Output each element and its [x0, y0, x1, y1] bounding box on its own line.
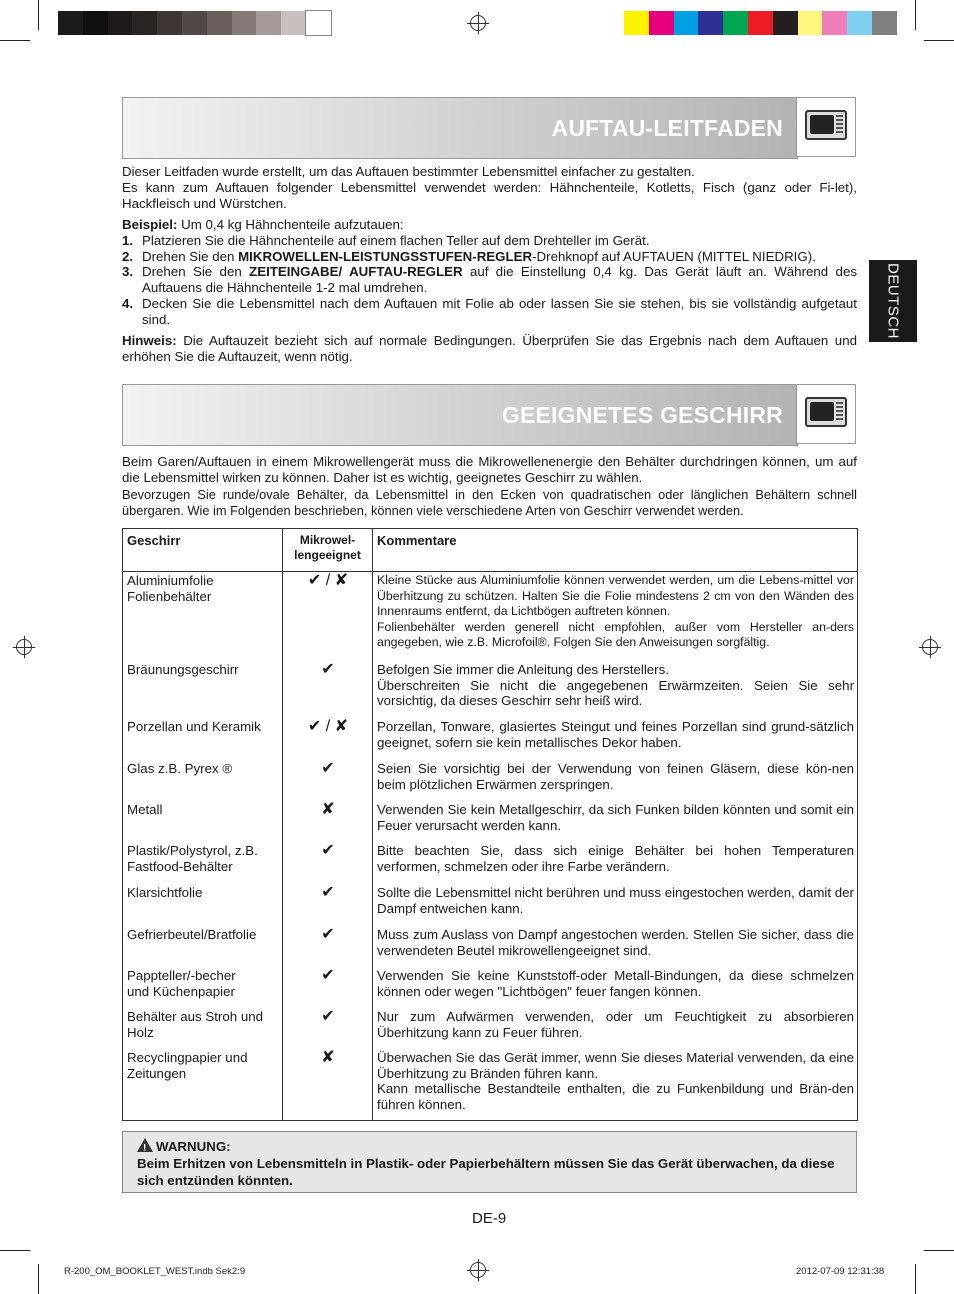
suitability-mark: ✘ — [321, 801, 335, 818]
gray-swatch — [232, 11, 257, 35]
gray-swatch — [306, 11, 331, 35]
suitability-mark: ✔ — [321, 760, 335, 777]
footer-file: R-200_OM_BOOKLET_WEST.indb Sek2:9 — [64, 1266, 246, 1277]
cookware-table — [122, 528, 858, 1121]
cookware-comment: Nur zum Aufwärmen verwenden, oder um Feuchtigkeit zu absorbieren Überhitzung kann zu Feuer führen. — [377, 1009, 854, 1040]
gray-swatch — [182, 11, 207, 35]
suitability-mark: ✔ / ✘ — [307, 572, 349, 589]
cookware-intro: Beim Garen/Auftauen in einem Mikrowellengerät muss die Mikrowellenenergie den Behälter durchdringen können, um auf die Lebensmittel wirken zu können. Daher ist es wichtig, geeignetes Geschirr zu wählen. — [122, 454, 857, 485]
language-tab-label: DEUTSCH — [884, 262, 902, 340]
cookware-comment: Muss zum Auslass von Dampf angestochen werden. Stellen Sie sicher, dass die verwendeten Beutel mikrowellengeeignet sind. — [377, 927, 854, 958]
suitability-mark: ✔ — [321, 661, 335, 678]
crop-mark — [915, 0, 916, 30]
microwave-icon — [796, 97, 856, 157]
cookware-name: Pappteller/-becher und Küchenpapier — [127, 968, 236, 999]
cookware-name: Glas z.B. Pyrex ® — [127, 761, 233, 776]
color-swatch — [798, 11, 823, 35]
warning-icon — [137, 1138, 153, 1152]
section-header-bar — [122, 97, 798, 159]
suitability-mark: ✔ — [321, 926, 335, 943]
cookware-comment: Verwenden Sie kein Metallgeschirr, da sich Funken bilden könnten und somit ein Feuer verursacht werden kann. — [377, 802, 854, 833]
color-swatch — [773, 11, 798, 35]
example-line — [122, 217, 857, 233]
crop-mark — [915, 1264, 916, 1294]
gray-swatch — [83, 11, 108, 35]
suitability-mark: ✔ — [321, 842, 335, 859]
cookware-name: Plastik/Polystyrol, z.B. Fastfood-Behälter — [127, 843, 258, 874]
language-tab — [869, 260, 917, 342]
microwave-icon — [796, 384, 856, 444]
example-label: Beispiel: — [122, 217, 178, 232]
crop-mark — [38, 0, 39, 30]
warning-label: WARNUNG: — [156, 1139, 231, 1154]
cookware-comment: Überwachen Sie das Gerät immer, wenn Sie dieses Material verwenden, da eine Überhitzung zu Bränden führen kann. Kann metallische Bestandteile enthalten, die zu Funkenbildung und Brän-den führen können. — [377, 1050, 854, 1112]
section-title-cookware: GEEIGNETES GESCHIRR — [501, 402, 783, 428]
gray-swatch — [108, 11, 133, 35]
cookware-comment: Verwenden Sie keine Kunststoff-oder Metall-Bindungen, da diese schmelzen können oder wegen "Lichtbögen" feuer fangen können. — [377, 968, 854, 999]
cookware-intro: Bevorzugen Sie runde/ovale Behälter, da Lebensmittel in den Ecken von quadratischen oder länglichen Behältern schnell übergaren. Wie im Folgenden beschrieben, können viele verschiedene Arten von Geschirr verwendet werden. — [122, 487, 857, 518]
section-header-bar — [122, 384, 798, 446]
table-header-comments: Kommentare — [377, 533, 457, 548]
color-swatch — [822, 11, 847, 35]
step-item: 2. Drehen Sie den MIKROWELLEN-LEISTUNGSSTUFEN-REGLER-Drehknopf auf AUFTAUEN (MITTEL NIEDRIG). — [122, 249, 816, 264]
table-header-microwave-safe: Mikrowel- lengeeignet — [294, 533, 361, 562]
cookware-name: Gefrierbeutel/Bratfolie — [127, 927, 257, 942]
cookware-comment: Sollte die Lebensmittel nicht berühren und muss eingestochen werden, damit der Dampf entweichen kann. — [377, 885, 854, 916]
color-swatch — [624, 11, 649, 35]
suitability-mark: ✔ — [321, 967, 335, 984]
step-item: 3. Drehen Sie den ZEITEINGABE/ AUFTAU-REGLER auf die Einstellung 0,4 kg. Das Gerät läuft an. Während des Auftauens die Hähnchenteile 1-2 mal umdrehen. — [122, 264, 857, 295]
gray-swatch — [207, 11, 232, 35]
crop-mark — [0, 1250, 30, 1251]
suitability-mark: ✔ — [321, 884, 335, 901]
section-title-defrost: AUFTAU-LEITFADEN — [551, 115, 783, 141]
step-item: 1. Platzieren Sie die Hähnchenteile auf einem flachen Teller auf dem Drehteller im Gerät. — [122, 233, 650, 248]
note-paragraph — [122, 333, 857, 364]
registration-mark-icon — [470, 15, 486, 31]
crop-mark — [0, 40, 30, 41]
gray-swatch — [58, 11, 83, 35]
color-swatch — [847, 11, 872, 35]
note-text: Die Auftauzeit bezieht sich auf normale Bedingungen. Überprüfen Sie das Ergebnis nach dem Auftauen und erhöhen Sie die Auftauzeit, wenn nötig. — [122, 333, 857, 364]
page-number: DE-9 — [472, 1210, 507, 1227]
warning-box — [122, 1131, 857, 1193]
cookware-name: Bräunungsgeschirr — [127, 662, 239, 677]
crop-mark — [924, 1250, 954, 1251]
example-text: Um 0,4 kg Hähnchenteile aufzutauen: — [177, 217, 404, 232]
table-header-cookware: Geschirr — [127, 533, 181, 548]
registration-mark-icon — [470, 1262, 486, 1278]
registration-mark-icon — [16, 639, 32, 655]
color-swatch — [674, 11, 699, 35]
cookware-comment: Bitte beachten Sie, dass sich einige Behälter bei hohen Temperaturen verformen, schmelzen oder ihre Farbe verändern. — [377, 843, 854, 874]
cookware-name: Klarsichtfolie — [127, 885, 203, 900]
crop-mark — [38, 1264, 39, 1294]
cookware-name: Porzellan und Keramik — [127, 719, 261, 734]
step-item: 4. Decken Sie die Lebensmittel nach dem Auftauen mit Folie ab oder lassen Sie sie stehen, bis sie vollständig aufgetaut sind. — [122, 296, 857, 327]
color-swatch — [872, 11, 897, 35]
color-swatch — [723, 11, 748, 35]
crop-mark — [924, 40, 954, 41]
color-swatch — [698, 11, 723, 35]
cookware-name: Metall — [127, 802, 163, 817]
color-swatch — [649, 11, 674, 35]
cookware-name: Aluminiumfolie Folienbehälter — [127, 573, 214, 604]
cookware-name: Recyclingpapier und Zeitungen — [127, 1050, 248, 1081]
registration-mark-icon — [922, 639, 938, 655]
gray-swatch — [132, 11, 157, 35]
cookware-comment: Seien Sie vorsichtig bei der Verwendung von feinen Gläsern, diese kön-nen beim plötzlichen Erwärmen zerspringen. — [377, 761, 854, 792]
suitability-mark: ✘ — [321, 1049, 335, 1066]
gray-swatch — [281, 11, 306, 35]
suitability-mark: ✔ / ✘ — [307, 718, 349, 735]
note-label: Hinweis: — [122, 333, 177, 348]
gray-swatch — [256, 11, 281, 35]
cookware-comment: Porzellan, Tonware, glasiertes Steingut und feines Porzellan sind grund-sätzlich geeignet, sofern sie kein metallisches Dekor haben. — [377, 719, 854, 750]
color-swatch — [748, 11, 773, 35]
cookware-comment: Befolgen Sie immer die Anleitung des Herstellers. Überschreiten Sie nicht die angegebenen Erwärmzeiten. Seien Sie sehr vorsichtig, da dieses Geschirr sehr heiß wird. — [377, 662, 854, 708]
cookware-name: Behälter aus Stroh und Holz — [127, 1009, 264, 1040]
cookware-comment: Kleine Stücke aus Aluminiumfolie können verwendet werden, um die Lebens-mittel vor Überhitzung zu schützen. Halten Sie die Folie mindestens 2 cm von den Wänden des Innenraums entfernt, da Lichtbögen auftreten können. Folienbehälter werden generell nicht empfohlen, außer vom Hersteller an-ders angegeben, wie z.B. Microfoil®. Folgen Sie den Anweisungen sorgfältig. — [377, 573, 854, 649]
intro-paragraph: Dieser Leitfaden wurde erstellt, um das Auftauen bestimmter Lebensmittel einfacher zu gestalten. — [122, 164, 695, 179]
gray-swatch — [157, 11, 182, 35]
intro-paragraph: Es kann zum Auftauen folgender Lebensmittel verwendet werden: Hähnchenteile, Kotletts, Fisch (ganz oder Fi-let), Hackfleisch und Würstchen. — [122, 180, 857, 211]
suitability-mark: ✔ — [321, 1008, 335, 1025]
warning-text: Beim Erhitzen von Lebensmitteln in Plastik- oder Papierbehältern müssen Sie das Gerät überwachen, da diese sich entzünden könnten. — [137, 1156, 835, 1188]
footer-date: 2012-07-09 12:31:38 — [796, 1266, 885, 1277]
